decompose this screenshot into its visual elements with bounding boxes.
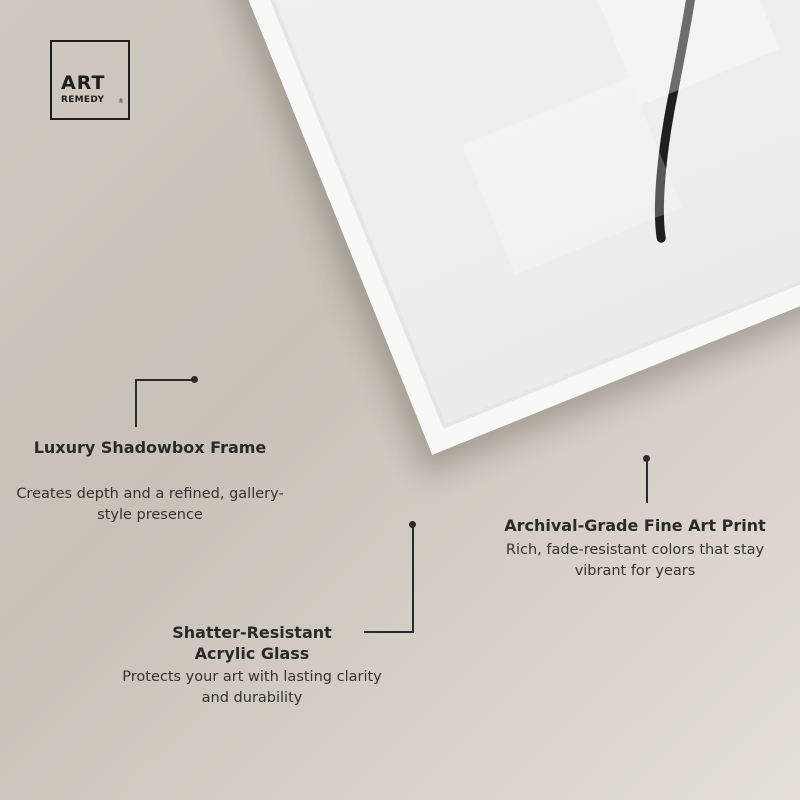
feature-title-acrylic: Shatter-Resistant Acrylic Glass <box>172 623 332 663</box>
connector-dot-print <box>643 455 650 462</box>
shadowbox-frame <box>200 0 800 455</box>
brand-logo <box>50 40 130 120</box>
feature-title-frame: Luxury Shadowbox Frame <box>33 438 267 457</box>
logo-line-art: ART <box>61 72 106 94</box>
connector-line-frame <box>135 379 137 427</box>
connector-line-print <box>646 461 648 503</box>
connector-line-acrylic <box>364 631 414 633</box>
connector-dot-frame <box>191 376 198 383</box>
feature-desc-frame: Creates depth and a refined, gallery-style presence <box>16 486 284 523</box>
connector-dot-acrylic <box>409 521 416 528</box>
feature-title-print: Archival-Grade Fine Art Print <box>504 516 766 535</box>
flower-xray-image <box>231 0 800 424</box>
registered-mark: ® <box>118 98 124 105</box>
feature-desc-print: Rich, fade-resistant colors that stay vibrant for years <box>505 542 765 579</box>
connector-line-acrylic <box>412 527 414 633</box>
logo-line-remedy: REMEDY <box>61 95 105 105</box>
feature-desc-acrylic: Protects your art with lasting clarity and durability <box>122 669 382 706</box>
connector-line-frame <box>135 379 195 381</box>
fine-art-print <box>231 0 800 424</box>
